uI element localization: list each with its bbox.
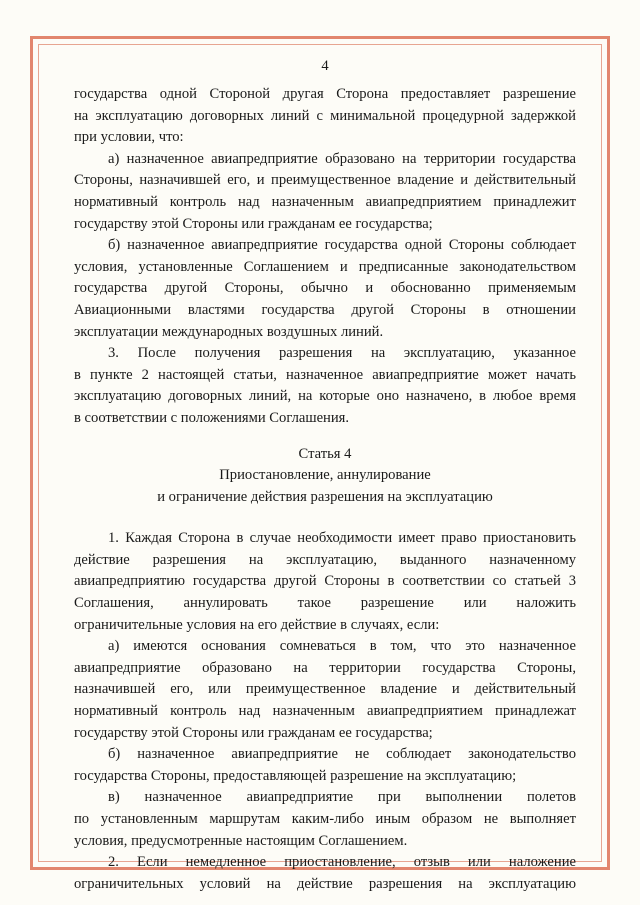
text-line: 3. После получения разрешения на эксплуатацию, указанное xyxy=(108,345,576,362)
article4-paragraph-1 xyxy=(74,528,576,636)
text-line: б) назначенное авиапредприятие не соблюдает законодательство xyxy=(108,746,576,763)
text-line: нормативный контроль над назначенным авиапредприятием принадлежат xyxy=(74,703,576,720)
text-line: по установленным маршрутам каким-либо иным образом не выполняет xyxy=(74,811,576,827)
text-line: авиапредприятию государства другой Стороны в соответствии со статьей 3 xyxy=(74,573,576,590)
article-title: Приостановление, аннулирование xyxy=(219,467,431,484)
intro-paragraph xyxy=(74,84,576,149)
article-heading xyxy=(74,444,576,509)
article-title: и ограничение действия разрешения на эксплуатацию xyxy=(157,488,493,505)
text-line: государства одной Стороной другая Сторона предоставляет разрешение xyxy=(74,86,576,102)
text-line: государства другой Стороны, обычно и обоснованно применяемым xyxy=(74,280,576,297)
text-line: Соглашения, аннулировать такое разрешение или наложить xyxy=(74,595,576,612)
text-line: 1. Каждая Сторона в случае необходимости имеет право приостановить xyxy=(108,530,576,547)
text-line: авиапредприятие образовано на территории государства Стороны, xyxy=(74,659,576,676)
article4-item-a xyxy=(74,636,576,744)
text-line: ограничительные условия на его действие в случаях, если: xyxy=(74,616,440,633)
article4-item-v xyxy=(74,787,576,852)
article-label: Статья 4 xyxy=(298,445,352,462)
text-line: эксплуатацию договорных линий, на которые оно назначено, в любое время xyxy=(74,388,576,405)
article4-paragraph-2 xyxy=(74,852,576,895)
text-line: эксплуатации международных воздушных линий. xyxy=(74,323,384,340)
text-line: б) назначенное авиапредприятие государства одной Стороны соблюдает xyxy=(108,237,576,254)
text-line: назначившей его, или преимущественное владение и действительный xyxy=(74,681,576,698)
text-line: 2. Если немедленное приостановление, отзыв или наложение xyxy=(108,854,576,871)
text-line: а) имеются основания сомневаться в том, что это назначенное xyxy=(108,638,576,655)
text-line: условия, установленные Соглашением и предписанные законодательством xyxy=(74,258,576,275)
text-line: при условии, что: xyxy=(74,129,184,146)
document-page xyxy=(74,56,576,895)
text-line: государству этой Стороны или гражданам ее государства; xyxy=(74,724,433,741)
text-line: ограничительных условий на действие разрешения на эксплуатацию xyxy=(74,875,576,892)
text-line: в соответствии с положениями Соглашения. xyxy=(74,409,350,426)
item-b-paragraph xyxy=(74,235,576,343)
page-number: 4 xyxy=(321,58,329,74)
text-line: Авиационными властями государства другой Стороны в отношении xyxy=(74,301,576,318)
text-line: а) назначенное авиапредприятие образовано на территории государства xyxy=(108,150,576,167)
item-a-paragraph xyxy=(74,149,576,235)
text-line: в) назначенное авиапредприятие при выполнении полетов xyxy=(108,789,576,806)
text-line: государства Стороны, предоставляющей разрешение на эксплуатацию; xyxy=(74,767,517,784)
article4-item-b xyxy=(74,744,576,787)
text-line: нормативный контроль над назначенным авиапредприятием принадлежит xyxy=(74,193,576,210)
text-line: в пункте 2 настоящей статьи, назначенное авиапредприятие может начать xyxy=(74,366,576,383)
text-line: действие разрешения на эксплуатацию, выданного назначенному xyxy=(74,551,576,568)
text-line: государству этой Стороны или гражданам ее государства; xyxy=(74,215,433,232)
paragraph-3 xyxy=(74,343,576,429)
text-line: Стороны, назначившей его, и преимущественное владение и действительный xyxy=(74,172,576,189)
text-line: на эксплуатацию договорных линий с минимальной процедурной задержкой xyxy=(74,107,576,124)
text-line: условия, предусмотренные настоящим Соглашением. xyxy=(74,832,408,849)
